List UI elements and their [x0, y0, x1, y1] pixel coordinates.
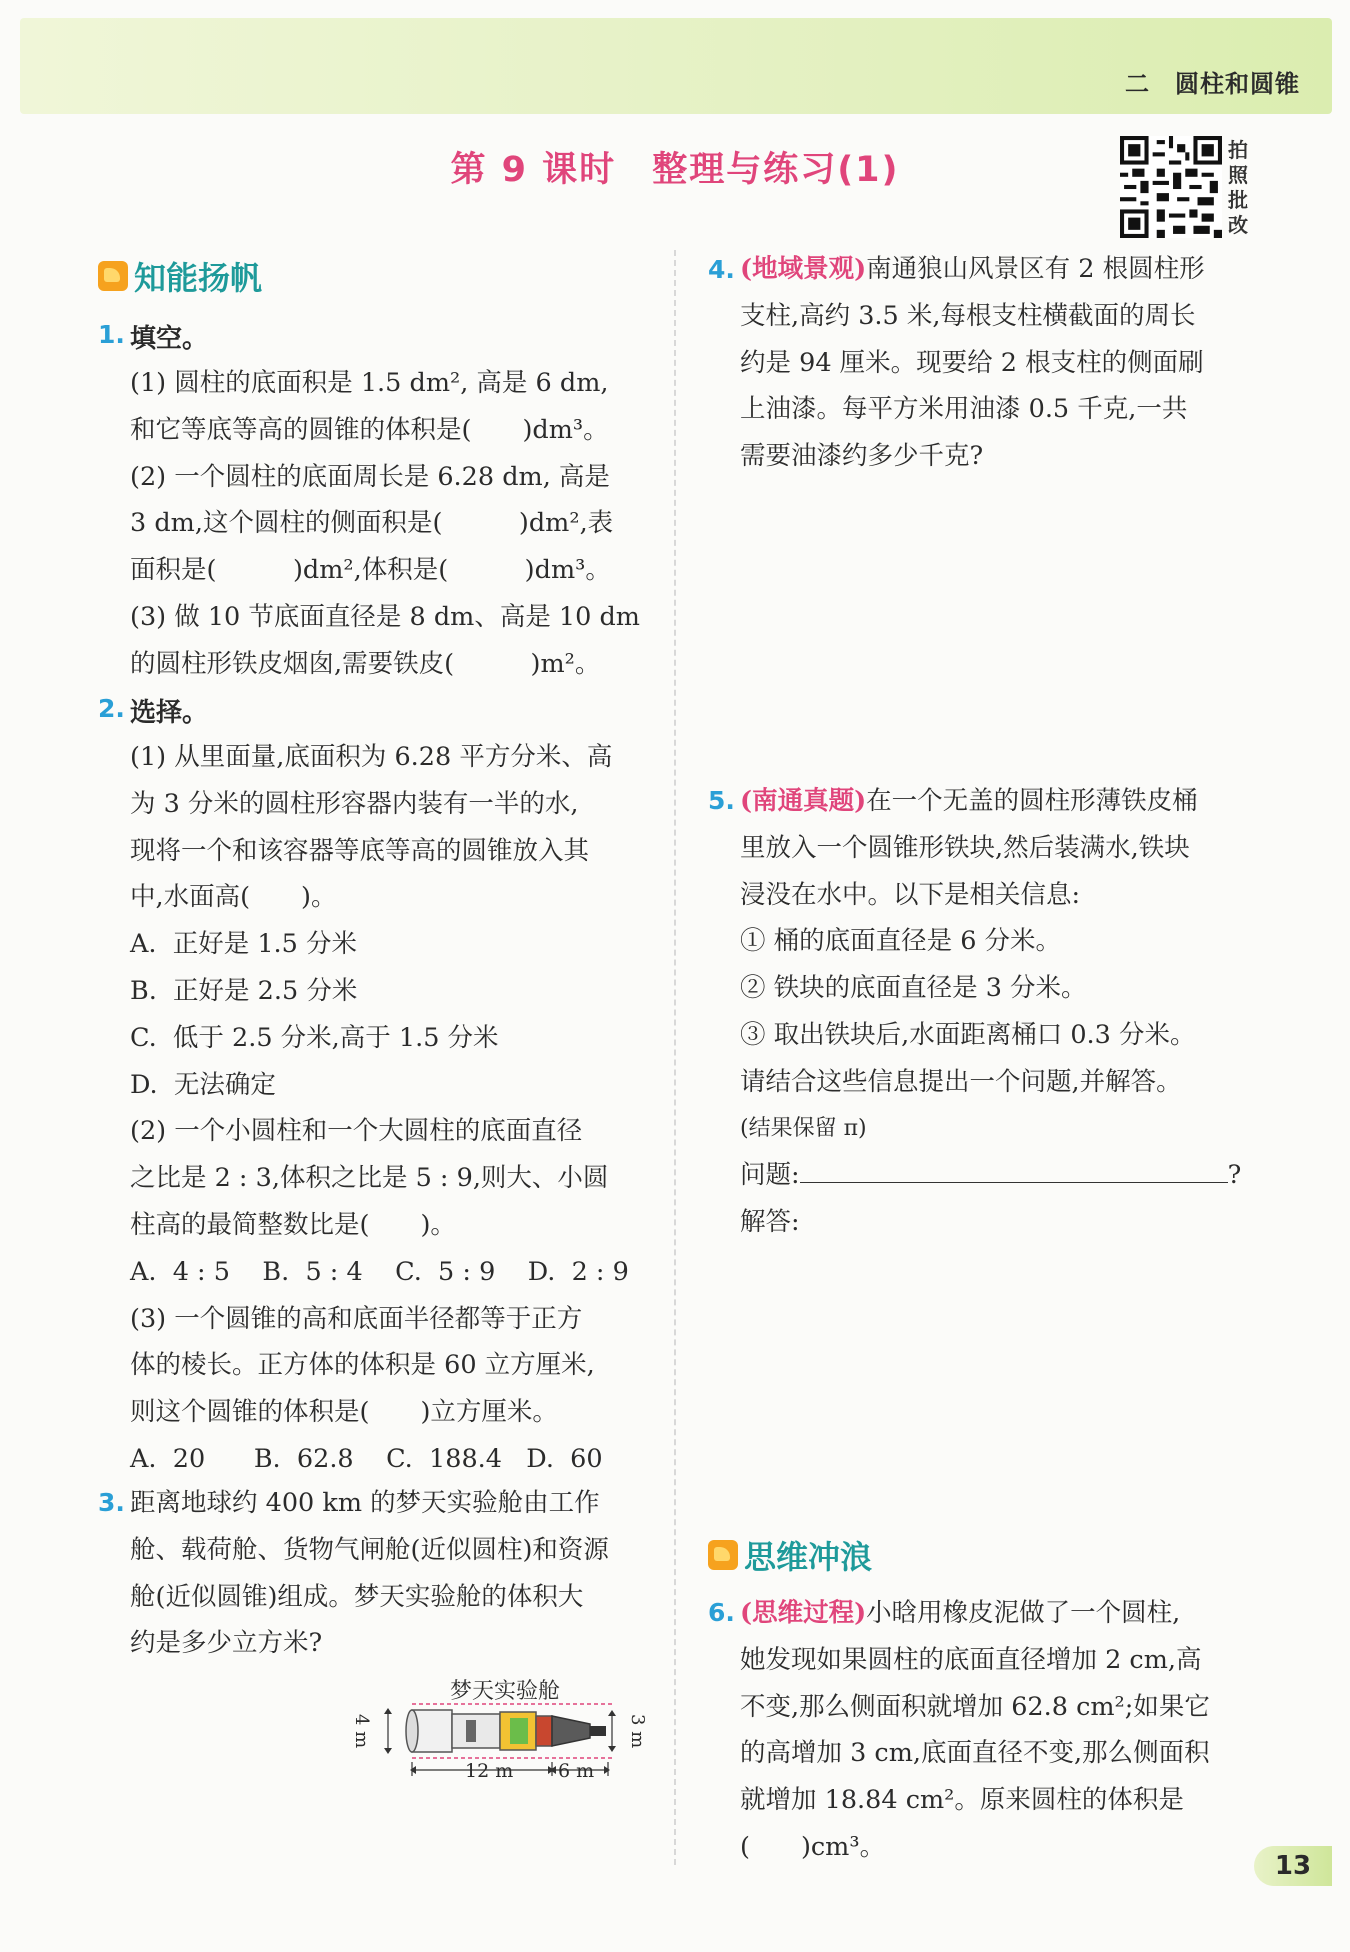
- text-line: 支柱,高约 3.5 米,每根支柱横截面的周长: [740, 300, 1196, 331]
- choice-option: C. 低于 2.5 分米,高于 1.5 分米: [130, 1022, 499, 1053]
- text-line: 的高增加 3 cm,底面直径不变,那么侧面积: [740, 1738, 1210, 1769]
- text-line: 舱、载荷舱、货物气闸舱(近似圆柱)和资源: [130, 1534, 609, 1565]
- section-heading-siwei: [708, 1532, 872, 1578]
- question-tag: (地域景观): [740, 254, 867, 284]
- text-line: 为 3 分米的圆柱形容器内装有一半的水,: [130, 788, 579, 819]
- text-line: 现将一个和该容器等底等高的圆锥放入其: [130, 835, 590, 866]
- q5-body: [740, 778, 1241, 1246]
- section-label: 知能扬帆: [134, 259, 263, 297]
- text-line: ( )cm³。: [740, 1831, 886, 1862]
- question-mark: ?: [1227, 1160, 1242, 1191]
- dim-label-length-1: 12 m: [465, 1760, 514, 1782]
- text-line: 和它等底等高的圆锥的体积是( )dm³。: [130, 414, 609, 445]
- text-line: 需要油漆约多少千克?: [740, 441, 984, 472]
- question-number: 6.: [708, 1598, 735, 1627]
- text-line: 面积是( )dm²,体积是( )dm³。: [130, 555, 611, 586]
- text-line: 柱高的最简整数比是( )。: [130, 1209, 456, 1240]
- question-label: 选择。: [130, 698, 209, 728]
- qr-label: [1228, 138, 1252, 238]
- text-line: 里放入一个圆锥形铁块,然后装满水,铁块: [740, 832, 1190, 863]
- question-label: 填空。: [130, 324, 209, 354]
- q6-body: [740, 1590, 1210, 1871]
- choice-option: B. 正好是 2.5 分米: [130, 975, 358, 1006]
- section-heading-zhineng: [98, 253, 262, 299]
- section-label: 思维冲浪: [744, 1538, 873, 1576]
- question-number: 3.: [98, 1488, 125, 1517]
- qr-label-char: 拍: [1228, 138, 1248, 162]
- text-line: 约是多少立方米?: [130, 1628, 323, 1659]
- text-line: (2) 一个圆柱的底面周长是 6.28 dm, 高是: [130, 461, 610, 492]
- figure-caption: 梦天实验舱: [450, 1679, 561, 1704]
- text-line: 体的棱长。正方体的体积是 60 立方厘米,: [130, 1350, 595, 1381]
- dim-label-length-2: 6 m: [558, 1760, 595, 1782]
- choice-option: A. 正好是 1.5 分米: [130, 929, 357, 960]
- wave-icon: [708, 1540, 738, 1570]
- text-line: 约是 94 厘米。现要给 2 根支柱的侧面刷: [740, 347, 1204, 378]
- text-line: 不变,那么侧面积就增加 62.8 cm²;如果它: [740, 1691, 1210, 1722]
- text-segment: 在一个无盖的圆柱形薄铁皮桶: [866, 786, 1198, 816]
- info-item: ② 铁块的底面直径是 3 分米。: [740, 973, 1087, 1004]
- text-segment: 南通狼山风景区有 2 根圆柱形: [866, 254, 1205, 284]
- text-line: 的圆柱形铁皮烟囱,需要铁皮( )m²。: [130, 648, 601, 679]
- dim-label-diameter-right: 3 m: [627, 1714, 648, 1749]
- text-line: 她发现如果圆柱的底面直径增加 2 cm,高: [740, 1644, 1202, 1675]
- info-item: ③ 取出铁块后,水面距离桶口 0.3 分米。: [740, 1019, 1196, 1050]
- question-number: 5.: [708, 786, 735, 815]
- lesson-number: 第 9 课时: [450, 150, 617, 190]
- text-line: 中,水面高( )。: [130, 882, 337, 913]
- text-line: 距离地球约 400 km 的梦天实验舱由工作: [130, 1488, 600, 1518]
- column-divider: [674, 250, 676, 1865]
- lesson-topic: 整理与练习(1): [652, 150, 900, 190]
- text-line: 浸没在水中。以下是相关信息:: [740, 879, 1081, 910]
- text-line: (3) 做 10 节底面直径是 8 dm、高是 10 dm: [130, 601, 640, 632]
- text-note: (结果保留 π): [740, 1115, 867, 1141]
- q1-part1: [130, 360, 640, 688]
- text-segment: 小晗用橡皮泥做了一个圆柱,: [866, 1598, 1181, 1628]
- text-line: 上油漆。每平方米用油漆 0.5 千克,一共: [740, 394, 1188, 425]
- qr-label-char: 改: [1228, 213, 1248, 237]
- text-line: (1) 圆柱的底面积是 1.5 dm², 高是 6 dm,: [130, 368, 609, 398]
- text-line: 舱(近似圆锥)组成。梦天实验舱的体积大: [130, 1581, 584, 1612]
- question-number: 4.: [708, 255, 735, 284]
- text-line: (2) 一个小圆柱和一个大圆柱的底面直径: [130, 1116, 583, 1147]
- dim-label-diameter-left: 4 m: [351, 1714, 372, 1749]
- info-item: ① 桶的底面直径是 6 分米。: [740, 926, 1062, 957]
- question-field-label: 问题:: [740, 1160, 800, 1191]
- qr-code-icon[interactable]: [1120, 136, 1222, 238]
- text-line: 3 dm,这个圆柱的侧面积是( )dm²,表: [130, 508, 614, 539]
- text-line: 就增加 18.84 cm²。原来圆柱的体积是: [740, 1785, 1184, 1816]
- question-tag: (思维过程): [740, 1598, 867, 1628]
- text-line: (1) 从里面量,底面积为 6.28 平方分米、高: [130, 742, 613, 772]
- answer-field-label: 解答:: [740, 1207, 800, 1238]
- text-line: 则这个圆锥的体积是( )立方厘米。: [130, 1397, 558, 1428]
- question-number: 1.: [98, 320, 125, 349]
- question-tag: (南通真题): [740, 786, 867, 816]
- question-number: 2.: [98, 694, 125, 723]
- text-line: (3) 一个圆锥的高和底面半径都等于正方: [130, 1303, 583, 1334]
- page-number: 13: [1254, 1846, 1332, 1886]
- chapter-title: 二 圆柱和圆锥: [1125, 70, 1300, 98]
- text-line: [740, 1590, 1210, 1637]
- text-line: [740, 246, 1205, 293]
- q4-body: [740, 246, 1205, 480]
- qr-label-char: 批: [1228, 188, 1248, 212]
- q3-body: [130, 1480, 609, 1667]
- text-line: [740, 778, 1241, 825]
- choice-options: A. 20 B. 62.8 C. 188.4 D. 60: [130, 1443, 603, 1474]
- text-line: 之比是 2 : 3,体积之比是 5 : 9,则大、小圆: [130, 1163, 609, 1194]
- answer-line[interactable]: [800, 1160, 1228, 1183]
- question-line: [740, 1152, 1241, 1199]
- qr-label-char: 照: [1228, 163, 1248, 187]
- choice-options: A. 4 : 5 B. 5 : 4 C. 5 : 9 D. 2 : 9: [130, 1256, 629, 1287]
- choice-option: D. 无法确定: [130, 1069, 276, 1100]
- text-line: 请结合这些信息提出一个问题,并解答。: [740, 1066, 1182, 1097]
- sail-icon: [98, 261, 128, 291]
- q2-body: [130, 734, 629, 1483]
